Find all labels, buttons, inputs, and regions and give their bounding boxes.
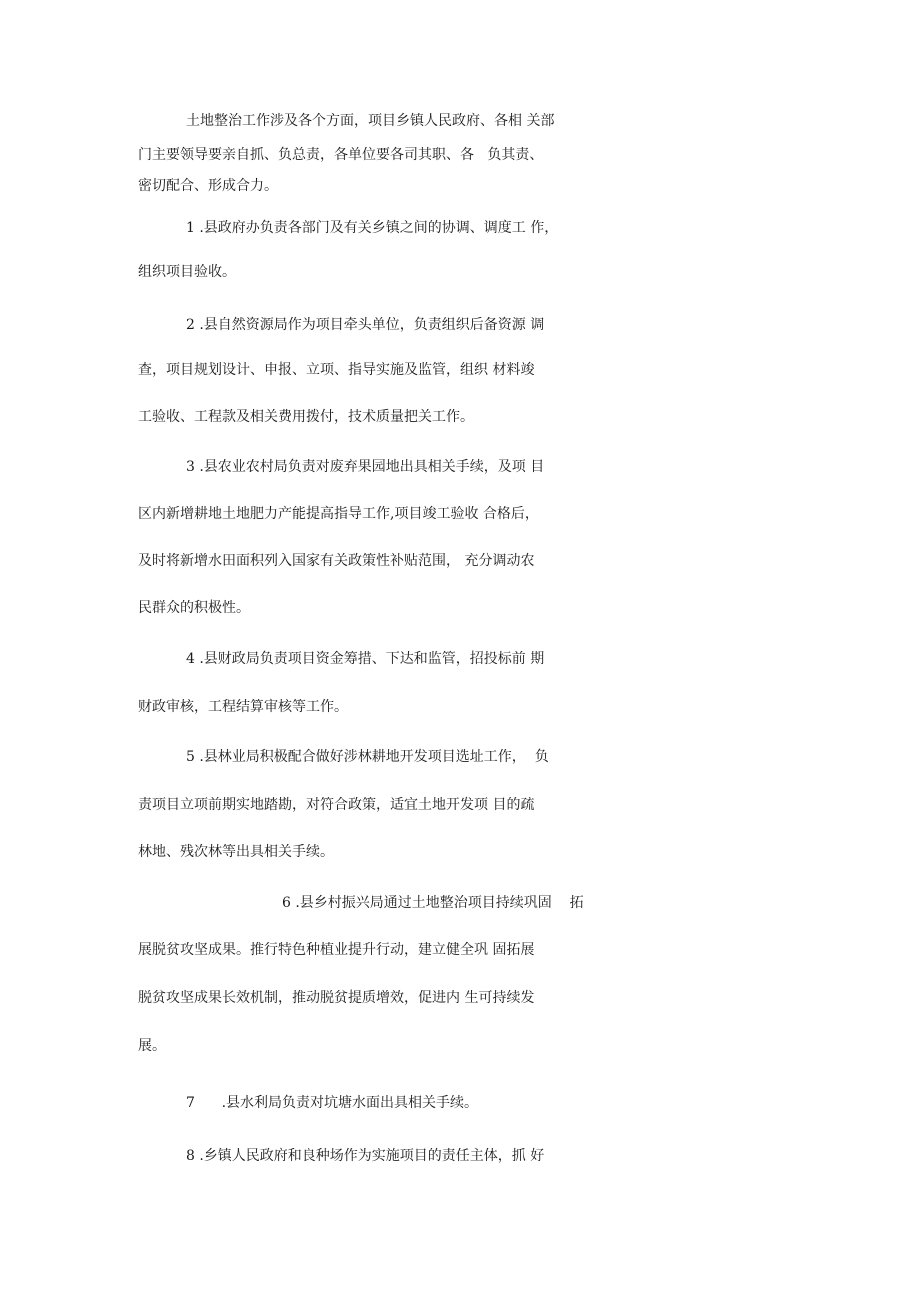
text-line: 查，项目规划设计、申报、立项、指导实施及监管，组织 材料竣 — [138, 362, 535, 378]
text-line: 组织项目验收。 — [138, 264, 236, 280]
text-line: 2 .县自然资源局作为项目牵头单位，负责组织后备资源 调 — [186, 317, 545, 333]
text-line: 1 .县政府办负责各部门及有关乡镇之间的协调、调度工 作， — [186, 220, 559, 236]
text-line: 及时将新增水田面积列入国家有关政策性补贴范围， 充分调动农 — [138, 553, 535, 569]
text-line: 林地、残次林等出具相关手续。 — [138, 844, 334, 860]
text-line: 展脱贫攻坚成果。推行特色种植业提升行动，建立健全巩 固拓展 — [138, 942, 535, 958]
text-line: 3 .县农业农村局负责对废弃果园地出具相关手续，及项 目 — [186, 459, 545, 475]
text-line: 5 .县林业局积极配合做好涉林耕地开发项目选址工作， 负 — [186, 749, 549, 765]
text-line: 密切配合、形成合力。 — [138, 178, 278, 194]
text-line: 门主要领导要亲自抓、负总责，各单位要各司其职、各 负其责、 — [138, 147, 544, 163]
text-line: 责项目立项前期实地踏勘，对符合政策，适宜土地开发项 目的疏 — [138, 797, 535, 813]
text-line: 民群众的积极性。 — [138, 600, 250, 616]
text-line: 脱贫攻坚成果长效机制，推动脱贫提质增效，促进内 生可持续发 — [138, 990, 535, 1006]
text-line: 土地整治工作涉及各个方面，项目乡镇人民政府、各相 关部 — [186, 113, 555, 129]
text-line: 区内新增耕地土地肥力产能提高指导工作,项目竣工验收 合格后， — [138, 506, 539, 522]
text-line: 4 .县财政局负责项目资金筹措、下达和监管，招投标前 期 — [186, 651, 545, 667]
text-line: 6 .县乡村振兴局通过土地整治项目持续巩固 拓 — [282, 895, 584, 911]
text-line: 7 .县水利局负责对坑塘水面出具相关手续。 — [186, 1095, 479, 1111]
text-line: 展。 — [138, 1038, 166, 1054]
text-line: 工验收、工程款及相关费用拨付，技术质量把关工作。 — [138, 409, 474, 425]
text-line: 财政审核，工程结算审核等工作。 — [138, 699, 348, 715]
text-line: 8 .乡镇人民政府和良种场作为实施项目的责任主体，抓 好 — [186, 1148, 545, 1164]
